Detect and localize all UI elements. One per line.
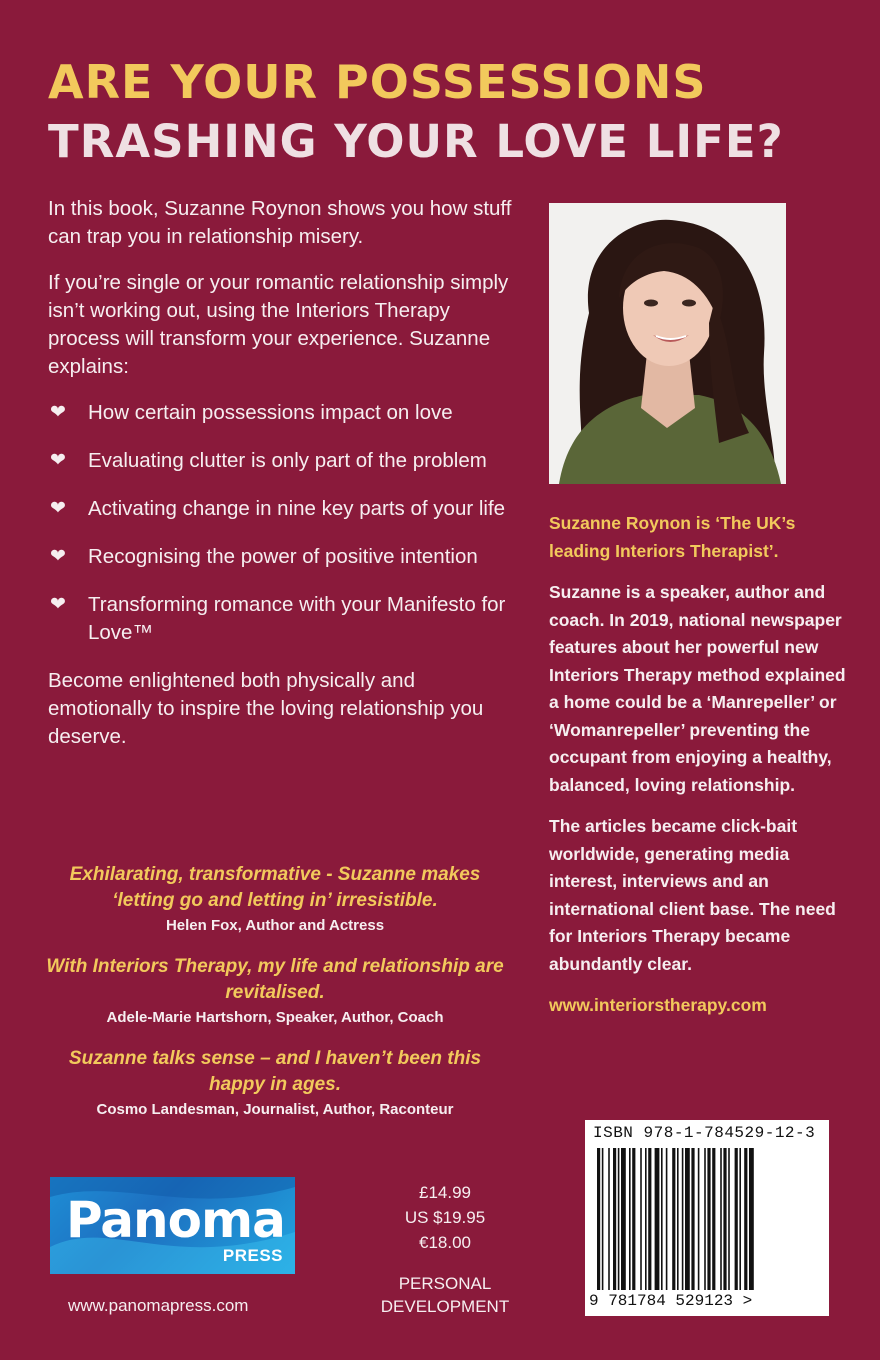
- feature-text: How certain possessions impact on love: [88, 401, 453, 424]
- testimonials: [40, 862, 510, 1138]
- heart-icon: ❤: [50, 498, 66, 519]
- barcode-bar: [602, 1148, 604, 1290]
- barcode-bar: [640, 1148, 642, 1290]
- barcode-bar: [666, 1148, 668, 1290]
- testimonial-author: Adele-Marie Hartshorn, Speaker, Author, Coach: [106, 1009, 444, 1026]
- barcode-bar: [608, 1148, 610, 1290]
- headline-line-1: ARE YOUR POSSESSIONS: [48, 55, 707, 109]
- barcode-bar: [645, 1148, 647, 1290]
- price-eur: €18.00: [419, 1233, 471, 1252]
- barcode-bar: [744, 1148, 747, 1290]
- author-portrait-illustration: [549, 203, 786, 484]
- feature-list: [48, 399, 518, 647]
- barcode-bar: [672, 1148, 675, 1290]
- testimonial: [40, 954, 510, 1030]
- barcode-bar: [648, 1148, 651, 1290]
- price-list: [360, 1180, 530, 1255]
- feature-item: [48, 399, 518, 427]
- category-line-2: DEVELOPMENT: [380, 1297, 510, 1316]
- feature-text: Evaluating clutter is only part of the problem: [88, 449, 487, 472]
- barcode-bar: [621, 1148, 626, 1290]
- barcode-bar: [691, 1148, 694, 1290]
- logo-wordmark: Panoma: [66, 1191, 285, 1249]
- barcode-digits: 9 781784 529123 >: [589, 1292, 753, 1310]
- author-website[interactable]: www.interiorstherapy.com: [549, 995, 767, 1015]
- testimonial: [40, 862, 510, 938]
- heart-icon: ❤: [50, 546, 66, 567]
- feature-item: [48, 591, 518, 647]
- publisher-logo: [50, 1177, 295, 1274]
- feature-text: Activating change in nine key parts of your life: [88, 497, 506, 520]
- author-bio: [549, 510, 849, 1034]
- feature-item: [48, 543, 518, 571]
- barcode-bar: [597, 1148, 600, 1290]
- barcode-bar: [698, 1148, 700, 1290]
- testimonial-author: Cosmo Landesman, Journalist, Author, Raconteur: [96, 1101, 454, 1118]
- barcode-bar: [685, 1148, 690, 1290]
- barcode-bar: [749, 1148, 754, 1290]
- barcode-bar: [723, 1148, 726, 1290]
- author-bio-paragraph-1: Suzanne is a speaker, author and coach. In 2019, national newspaper features about her powerful new Interiors Therapy method explained a home could be a ‘Manrepeller’ or ‘Womanrepeller’ preventing the occupant from enjoying a healthy, balanced, loving relationship.: [549, 582, 846, 795]
- testimonial: [40, 1046, 510, 1122]
- feature-text: Transforming romance with your Manifesto for Love™: [88, 593, 506, 644]
- barcode-bar: [618, 1148, 620, 1290]
- category-line-1: PERSONAL: [398, 1274, 492, 1293]
- barcode-bar: [728, 1148, 730, 1290]
- barcode-bar: [739, 1148, 741, 1290]
- blurb-column: [48, 195, 518, 769]
- barcode-bar: [704, 1148, 706, 1290]
- intro-paragraph-2: If you’re single or your romantic relationship simply isn’t working out, using the Interiors Therapy process will transform your experience. Suzanne explains:: [48, 271, 509, 378]
- heart-icon: ❤: [50, 402, 66, 423]
- barcode-bar: [629, 1148, 631, 1290]
- logo-press-label: PRESS: [222, 1246, 283, 1265]
- headline-line-2: TRASHING YOUR LOVE LIFE?: [48, 115, 784, 168]
- isbn-barcode: [585, 1120, 829, 1316]
- intro-paragraph-1: In this book, Suzanne Roynon shows you how stuff can trap you in relationship misery.: [48, 197, 512, 248]
- heart-icon: ❤: [50, 594, 66, 615]
- price-usd: US $19.95: [404, 1208, 486, 1227]
- feature-item: [48, 495, 518, 523]
- testimonial-text: Suzanne talks sense – and I haven’t been this happy in ages.: [68, 1048, 482, 1095]
- barcode-bar: [707, 1148, 710, 1290]
- book-category: [355, 1272, 535, 1318]
- barcode-bar: [735, 1148, 738, 1290]
- isbn-label: ISBN 978-1-784529-12-3: [593, 1124, 816, 1142]
- barcode-bar: [712, 1148, 715, 1290]
- author-bio-paragraph-2: The articles became click-bait worldwide, generating media interest, interviews and an international client base. The need for Interiors Therapy became abundantly clear.: [549, 816, 836, 974]
- publisher-website[interactable]: www.panomapress.com: [68, 1296, 249, 1315]
- barcode-bar: [661, 1148, 663, 1290]
- price-gbp: £14.99: [419, 1183, 471, 1202]
- feature-text: Recognising the power of positive intention: [88, 545, 478, 568]
- barcode-bar: [682, 1148, 684, 1290]
- closing-paragraph: Become enlightened both physically and emotionally to inspire the loving relationship you deserve.: [48, 669, 484, 748]
- feature-item: [48, 447, 518, 475]
- barcode-bar: [720, 1148, 722, 1290]
- testimonial-text: Exhilarating, transformative - Suzanne makes ‘letting go and letting in’ irresistible.: [69, 864, 481, 911]
- author-tagline: Suzanne Roynon is ‘The UK’s leading Interiors Therapist’.: [549, 513, 796, 561]
- testimonial-author: Helen Fox, Author and Actress: [165, 917, 385, 934]
- barcode-bar: [677, 1148, 679, 1290]
- testimonial-text: With Interiors Therapy, my life and relationship are revitalised.: [46, 956, 504, 1003]
- author-photo: [549, 203, 786, 484]
- barcode-bars: [585, 1120, 829, 1316]
- barcode-bar: [632, 1148, 635, 1290]
- barcode-bar: [613, 1148, 616, 1290]
- cover-headline: [48, 52, 848, 172]
- barcode-bar: [655, 1148, 660, 1290]
- heart-icon: ❤: [50, 450, 66, 471]
